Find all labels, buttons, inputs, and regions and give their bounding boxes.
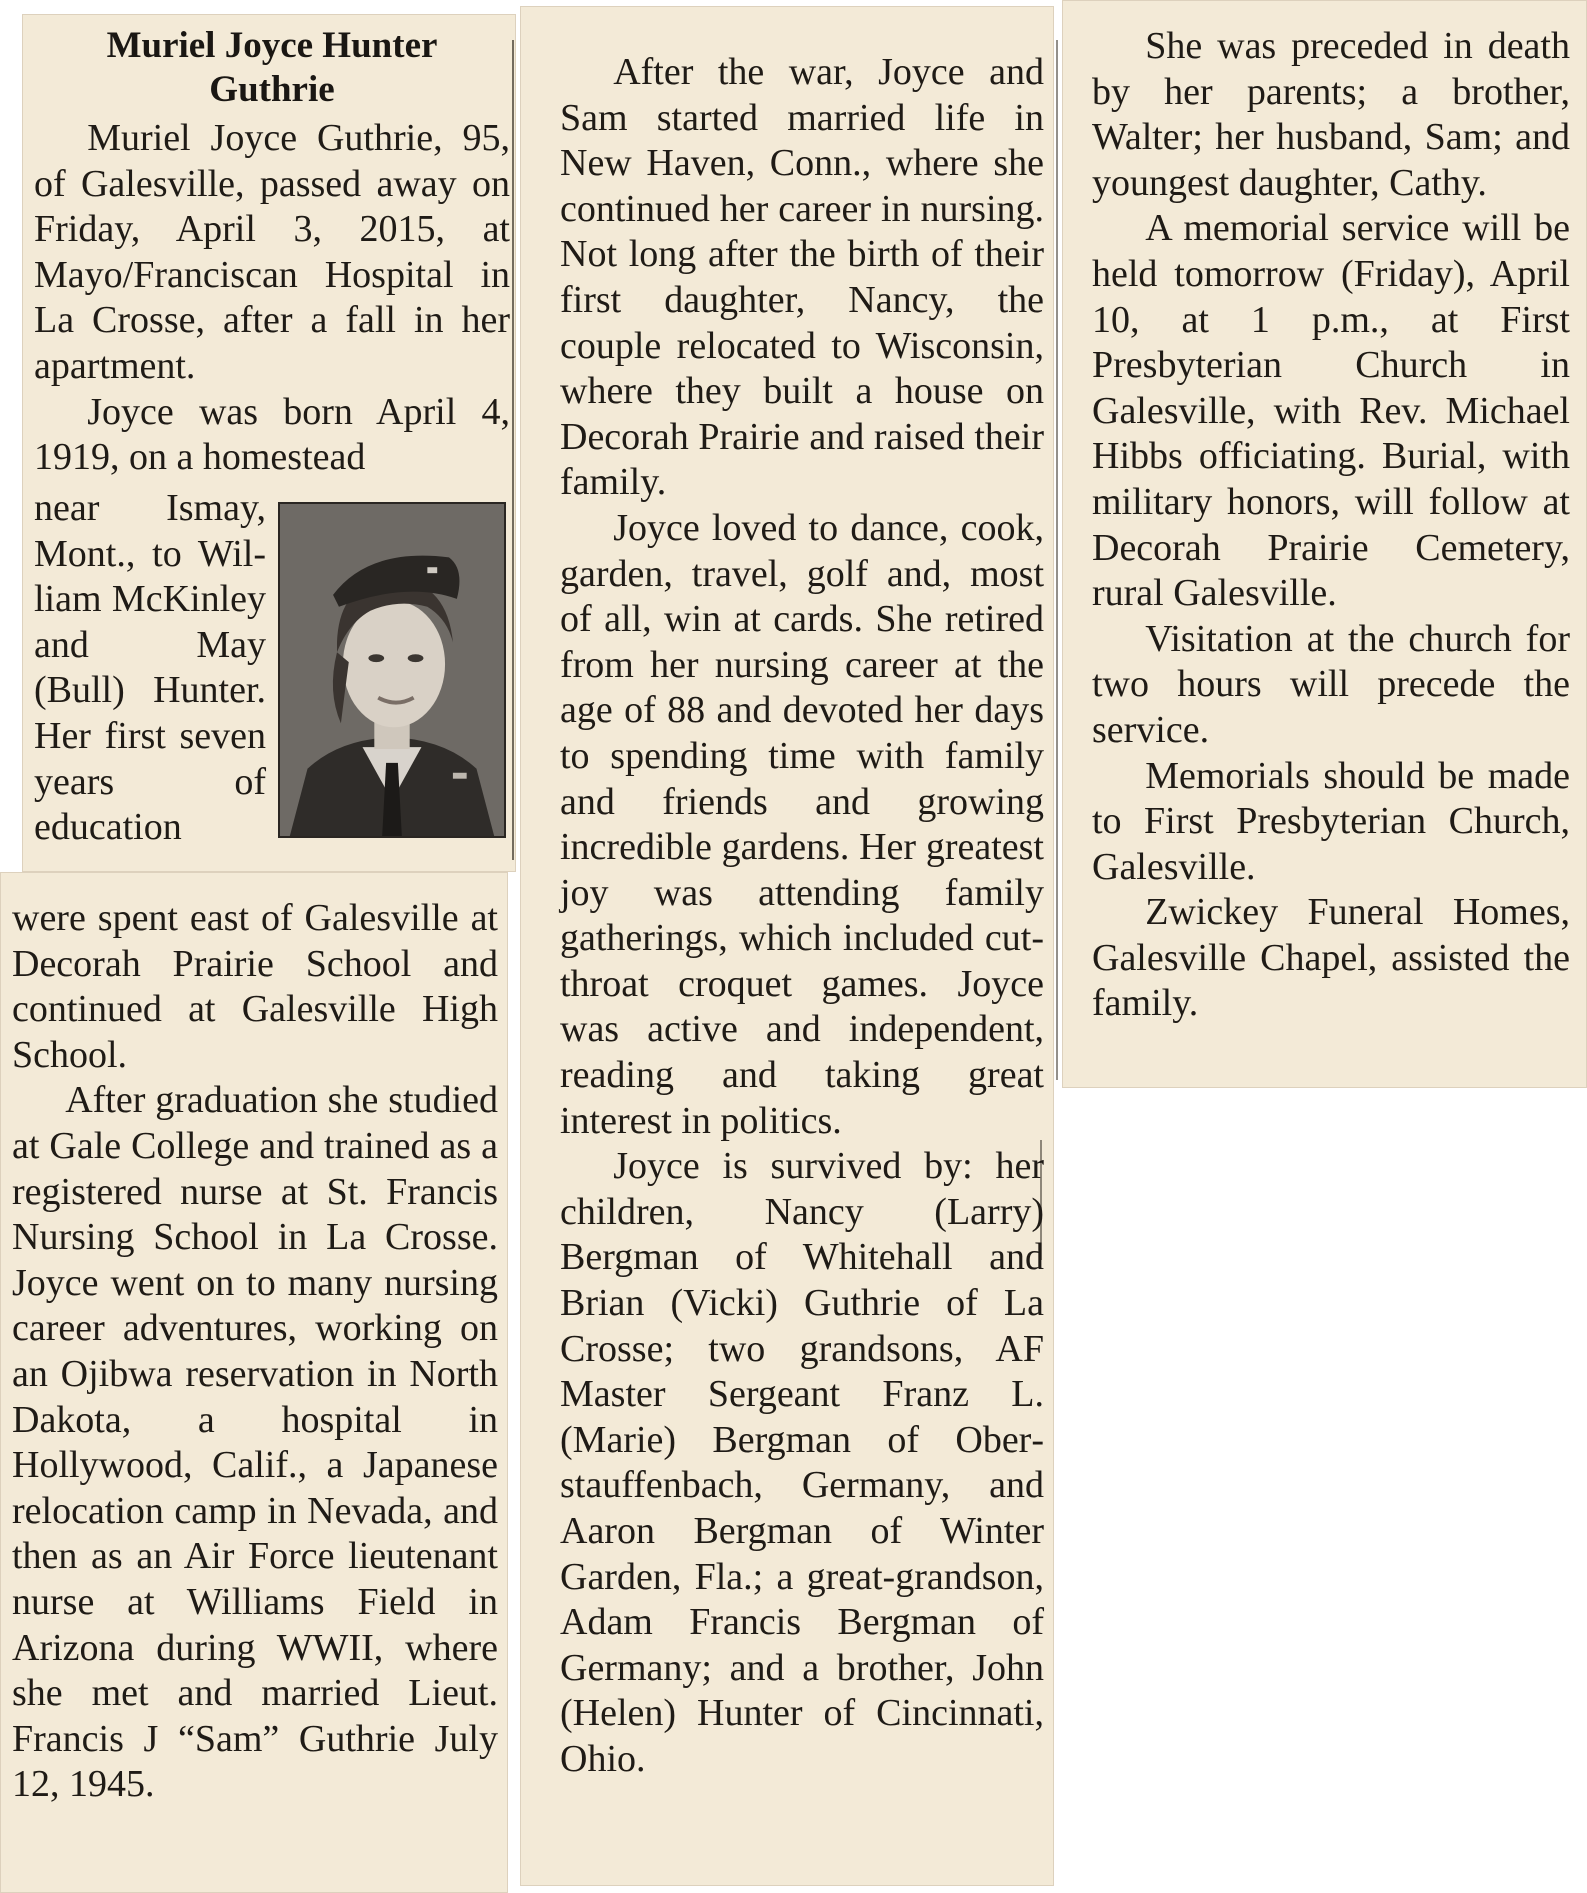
headline-line1: Muriel Joyce Hunter [106,25,438,66]
column-divider-2 [1056,40,1058,1080]
column1-bottom [12,896,498,1808]
paragraph-birth: Joyce was born April 4, 1919, on a homestead [34,390,510,479]
paragraph-funeral-home: Zwickey Funeral Homes, Galesville Chapel, assisted the family. [1092,891,1570,1025]
paragraph-death-notice: Muriel Joyce Guthrie, 95, of Galesville, passed away on Friday, April 3, 2015, at Mayo/Franciscan Hospital in La Crosse, after a fall in her apartment. [34,117,510,387]
paragraph-career: After graduation she studied at Gale College and trained as a registered nurse at St. Francis Nursing School in La Crosse. Joyce went on to many nursing career adventures, working on an Ojibwa reservation in North Dakota, a hospital in Hollywood, Calif., a Japanese relocation camp in Nevada, and then as an Air Force lieutenant nurse at Williams Field in Arizona during WWII, where she met and married Lieut. Francis J “Sam” Guthrie July 12, 1945. [12,1079,498,1806]
column-divider-1 [512,40,514,860]
paragraph-after-war: After the war, Joyce and Sam started married life in New Haven, Conn., where she continued her career in nursing. Not long after the birth of their first daughter, Nancy, the couple relocated to Wisconsin, where they built a house on Decorah Prairie and raised their family. [560,51,1044,504]
column3 [1092,24,1570,1027]
paragraph-education: were spent east of Galesville at Decorah Prairie School and continued at Galesville High School. [12,897,498,1076]
headline-line2: Guthrie [209,69,335,110]
paragraph-preceded: She was preceded in death by her parents; a brother, Walter; her husband, Sam; and youngest daughter, Cathy. [1092,25,1570,204]
paragraph-memorial-service: A memorial service will be held tomorrow (Friday), April 10, at 1 p.m., at First Presbyterian Church in Galesville, with Rev. Michael Hibbs officiating. Burial, with military honors, will follow at Decorah Prairie Cemetery, rural Galesville. [1092,207,1570,615]
paragraph-hobbies: Joyce loved to dance, cook, garden, travel, golf and, most of all, win at cards. She retired from her nursing career at the age of 88 and devoted her days to spending time with family and friends and growing incredible gardens. Her greatest joy was attending family gatherings, which included cut-throat croquet games. Joyce was active and independent, reading and taking great interest in politics. [560,506,1044,1142]
portrait-photo-icon [278,502,506,838]
headline [34,24,510,112]
column1-top [34,24,510,481]
column2 [560,50,1044,1783]
paragraph-birth-cont: near Ismay, Mont., to William McKinley and May (Bull) Hunter. Her first seven years of education [34,487,266,849]
paragraph-visitation: Visitation at the church for two hours will precede the service. [1092,617,1570,751]
paragraph-memorials: Memorials should be made to First Presbyterian Church, Galesville. [1092,754,1570,888]
paragraph-survivors: Joyce is survived by: her children, Nancy (Larry) Bergman of Whitehall and Brian (Vicki) Guthrie of La Crosse; two grandsons, AF Master Sergeant Franz L. (Marie) Bergman of Oberstauffenbach, Germany, and Aaron Bergman of Winter Garden, Fla.; a great-grandson, Adam Francis Bergman of Germany; and a brother, John (Helen) Hunter of Cincinnati, Ohio. [560,1145,1044,1780]
column1-narrow [34,486,266,851]
